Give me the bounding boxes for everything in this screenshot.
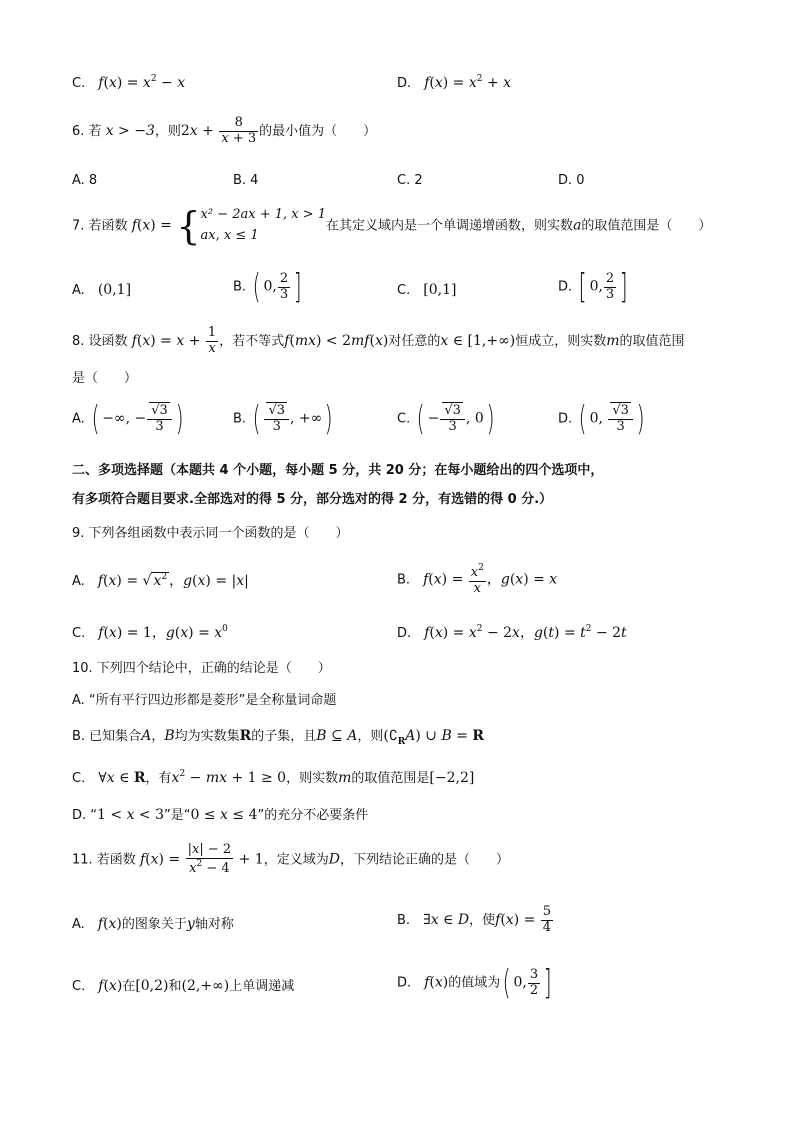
q8-option-c[interactable]: C. ( − $\frac{√3}{3}$ , 0) <box>397 399 495 439</box>
option-text: D. “ <box>72 808 98 823</box>
option-label: B. <box>397 912 411 928</box>
q11-option-c[interactable]: C. f(x)在[0,2)和(2,+∞)上单调递减 <box>72 978 295 994</box>
q10-option-d[interactable]: D. “1 < x < 3”是“0 ≤ x ≤ 4”的充分不必要条件 <box>72 807 369 823</box>
question-number: 7. 若函数 <box>72 218 128 234</box>
section-heading-line2: 有多项符合题目要求.全部选对的得 5 分，部分选对的得 2 分，有选错的得 0 分.） <box>72 492 553 507</box>
q10-option-b[interactable]: B. 已知集合A，B均为实数集R的子集，且B ⊆ A，则$(∁_RA)$ ∪ B = R <box>72 728 485 747</box>
text: 恒成立，则实数 <box>515 333 607 349</box>
q7-option-c[interactable]: C. [0,1] <box>397 282 457 298</box>
text: 和 <box>168 979 182 994</box>
q8-option-b[interactable]: B. ( $\frac{√3}{3}$ , +∞) <box>233 399 333 439</box>
q10-stem <box>72 661 331 677</box>
q5-option-c[interactable]: C. $f(x) = x^2 - x$ <box>72 74 186 91</box>
q11-option-b[interactable]: B. ∃x ∈ D，使f(x) = $\frac{5}{4}$ <box>397 904 552 935</box>
option-label: A. 8 <box>72 173 98 188</box>
q7-option-b[interactable]: B. ( 0, $\frac{2}{3}$ ] <box>233 267 302 307</box>
question-number: 8. 设函数 <box>72 333 128 349</box>
text: 的取值范围是（ ） <box>581 218 712 234</box>
q7-option-d[interactable]: D. [ 0, $\frac{2}{3}$ ] <box>558 267 628 307</box>
text: 上单调递减 <box>229 979 295 994</box>
option-label: C. <box>72 626 86 641</box>
option-label: D. 0 <box>558 173 585 188</box>
text: 的取值范围 <box>619 333 685 349</box>
q8-stem: 8. 设函数 f(x) = x + $\frac{1}{x}$ ，若不等式f(mx) < 2mf(x)对任意的x ∈ [1,+∞)恒成立，则实数m的取值范围 <box>72 325 685 356</box>
option-text: B. 已知集合 <box>72 729 142 744</box>
q9-option-d[interactable]: D. $f(x) = x^2 - 2x$，$g(t) = t^2 - 2t$ <box>397 624 627 641</box>
question-text: 10. 下列四个结论中，正确的结论是（ ） <box>72 661 331 676</box>
text: ，下列结论正确的是（ ） <box>339 852 509 868</box>
option-label: D. <box>558 411 573 427</box>
section-heading: 二、多项选择题（本题共 4 个小题，每小题 5 分，共 20 分；在每小题给出的四个选项中， <box>72 463 604 478</box>
q7-stem: 7. 若函数 f(x) = { x² − 2ax + 1, x > 1 ax, x ≤ 1 在其定义域内是一个单调递增函数，则实数a的取值范围是（ ） <box>72 203 712 248</box>
option-label: B. <box>233 279 247 295</box>
q10-option-c[interactable]: C. ∀x ∈ R，有$x^2$ − mx + 1 ≥ 0，则实数m的取值范围是[−2,2] <box>72 769 475 786</box>
text: 的取值范围是 <box>351 771 430 786</box>
option-text: A. “所有平行四边形都是菱形”是全称量词命题 <box>72 693 337 708</box>
option-label: D. <box>397 626 412 641</box>
text: ，定义域为 <box>263 852 329 868</box>
fraction: $\frac{8}{x + 3}$ <box>221 115 257 146</box>
text: ， <box>151 729 165 744</box>
q11-stem: 11. 若函数 f(x) = $\frac{|x| - 2}{x^2 - 4}$ + 1，定义域为D，下列结论正确的是（ ） <box>72 842 509 876</box>
q7-option-a[interactable]: A. (0,1] <box>72 282 132 298</box>
option-label: D. <box>558 279 573 295</box>
text: ，若不等式 <box>219 333 285 349</box>
formula: f <box>89 75 104 91</box>
text: 在其定义域内是一个单调递增函数，则实数 <box>326 218 574 234</box>
question-number: 6. 若 <box>72 123 102 139</box>
option-label: C. <box>72 76 86 91</box>
option-label: A. <box>72 917 85 932</box>
q9-option-a[interactable]: A. f(x) = √ $x^2$ ，g(x) = |x| <box>72 572 249 589</box>
option-label: C. 2 <box>397 173 423 188</box>
option-label: A. <box>72 283 85 298</box>
option-label: B. <box>233 411 247 427</box>
text: 均为实数集 <box>174 729 240 744</box>
condition: x > −3 <box>105 122 155 139</box>
option-label: C. <box>397 411 411 427</box>
q11-option-a[interactable]: A. f(x)的图象关于y轴对称 <box>72 916 234 932</box>
option-label: C. <box>397 283 411 298</box>
text: ，则实数 <box>286 771 339 786</box>
text: 是（ ） <box>72 371 138 386</box>
question-number: 11. 若函数 <box>72 852 136 868</box>
q8-option-d[interactable]: D. ( 0, $\frac{√3}{3}$ ) <box>558 399 645 439</box>
option-label: D. <box>397 76 412 91</box>
text: 的最小值为（ ） <box>259 123 377 139</box>
text: ，则 <box>154 123 181 139</box>
q6-option-c[interactable] <box>397 173 423 189</box>
q11-option-d[interactable]: D. f(x)的值域为( 0, $\frac{3}{2}$ ] <box>397 963 552 1003</box>
q6-option-b[interactable] <box>233 173 258 189</box>
case-2: ax, x ≤ 1 <box>200 227 259 243</box>
text: 的值域为 <box>448 975 501 991</box>
text: 的图象关于 <box>121 917 187 932</box>
text: 在 <box>122 979 136 994</box>
option-label: D. <box>397 975 412 991</box>
q10-option-a[interactable] <box>72 693 336 709</box>
option-label: A. <box>72 574 85 589</box>
q9-stem <box>72 526 349 542</box>
q8-option-a[interactable]: A. ( −∞, − $\frac{√3}{3}$ ) <box>72 399 184 439</box>
option-label: C. <box>72 979 86 994</box>
text: 对任意的 <box>388 333 441 349</box>
q6-option-d[interactable] <box>558 173 585 189</box>
q5-option-d[interactable]: D. $f(x) = x^2 + x$ <box>397 74 512 91</box>
text: ，则 <box>357 729 384 744</box>
q9-option-c[interactable]: C. f(x) = 1，$g(x) = x^0$ <box>72 624 228 641</box>
formula: f <box>415 75 430 91</box>
q9-option-b[interactable]: B. f(x) = $\frac{x^2}{x}$ ，g(x) = x <box>397 563 558 596</box>
piecewise-cases <box>201 205 327 247</box>
q6-stem: 6. 若 x > −3，则2x + $\frac{8}{x + 3}$ 的最小值为（ ） <box>72 115 377 146</box>
text: ”是“ <box>164 808 191 823</box>
option-label: C. <box>72 771 86 786</box>
option-label: A. <box>72 411 85 427</box>
text: 轴对称 <box>194 917 234 932</box>
option-label: B. 4 <box>233 173 259 188</box>
q8-stem-line2 <box>72 371 137 387</box>
text: 的子集，且 <box>251 729 317 744</box>
question-text: 9. 下列各组函数中表示同一个函数的是（ ） <box>72 526 349 541</box>
option-label: B. <box>397 572 411 588</box>
q6-option-a[interactable] <box>72 173 97 189</box>
text: ，使 <box>469 912 496 928</box>
text: ”的充分不必要条件 <box>257 808 369 823</box>
brace: { <box>176 203 201 248</box>
text: ，有 <box>145 771 172 786</box>
case-1: x² − 2ax + 1, x > 1 <box>200 207 327 222</box>
